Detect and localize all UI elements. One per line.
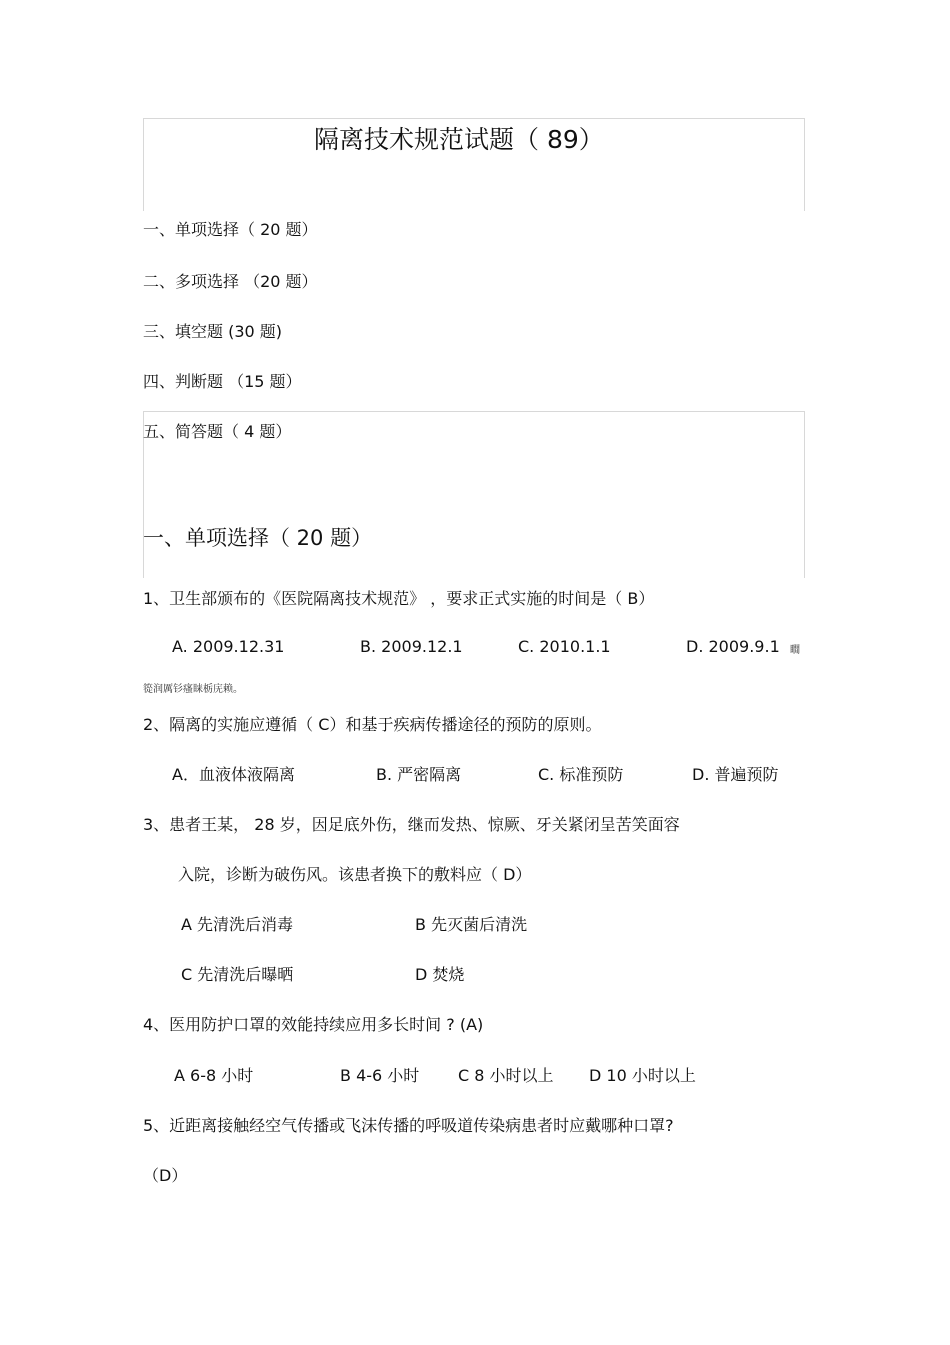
toc-item-5: 五、简答题（ 4 题） — [143, 422, 292, 441]
question-3-text: 3、患者王某， 28 岁，因足底外伤，继而发热、惊厥、牙关紧闭呈苦笑面容 — [143, 815, 680, 834]
toc-item-4: 四、判断题 （15 题） — [143, 372, 302, 391]
question-2-option-a: A．血液体液隔离 — [172, 765, 295, 784]
question-3-option-b: B 先灭菌后清洗 — [415, 915, 528, 934]
question-5-continuation: （D） — [143, 1166, 188, 1185]
question-5-text: 5、近距离接触经空气传播或飞沫传播的呼吸道传染病患者时应戴哪种口罩? — [143, 1116, 674, 1135]
question-2-option-b: B. 严密隔离 — [376, 765, 462, 784]
page-title: 隔离技术规范试题（ 89） — [314, 125, 604, 154]
question-1-text: 1、卫生部颁布的《医院隔离技术规范》 ，要求正式实施的时间是（ B） — [143, 589, 655, 608]
question-3-option-d: D 焚烧 — [415, 965, 465, 984]
toc-item-2: 二、多项选择 （20 题） — [143, 272, 318, 291]
question-4-text: 4、医用防护口罩的效能持续应用多长时间 ? (A) — [143, 1015, 484, 1034]
question-1-option-a: A. 2009.12.31 — [172, 637, 285, 656]
question-3-continuation: 入院，诊断为破伤风。该患者换下的敷料应（ D） — [178, 865, 532, 884]
question-1-stray-glyph: 瞯 — [790, 645, 800, 656]
question-1-option-b: B. 2009.12.1 — [360, 637, 463, 656]
toc-item-1: 一、单项选择（ 20 题） — [143, 220, 318, 239]
toc-item-3: 三、填空题 (30 题) — [143, 322, 283, 341]
question-2-option-c: C. 标准预防 — [538, 765, 624, 784]
question-2-option-d: D. 普遍预防 — [692, 765, 779, 784]
question-3-option-a: A 先清洗后消毒 — [181, 915, 294, 934]
question-4-option-c: C 8 小时以上 — [458, 1066, 554, 1085]
question-3-option-c: C 先清洗后曝晒 — [181, 965, 294, 984]
question-4-option-d: D 10 小时以上 — [589, 1066, 696, 1085]
question-1-option-d: D. 2009.9.1 — [686, 637, 780, 656]
question-4-option-b: B 4-6 小时 — [340, 1066, 420, 1085]
question-4-option-a: A 6-8 小时 — [174, 1066, 254, 1085]
question-1-garbled-line: 篵润厲钐瘙睐栃庑赖。 — [143, 684, 243, 695]
question-1-option-c: C. 2010.1.1 — [518, 637, 611, 656]
question-2-text: 2、隔离的实施应遵循（ C）和基于疾病传播途径的预防的原则。 — [143, 715, 602, 734]
section-heading: 一、单项选择（ 20 题） — [143, 526, 373, 550]
